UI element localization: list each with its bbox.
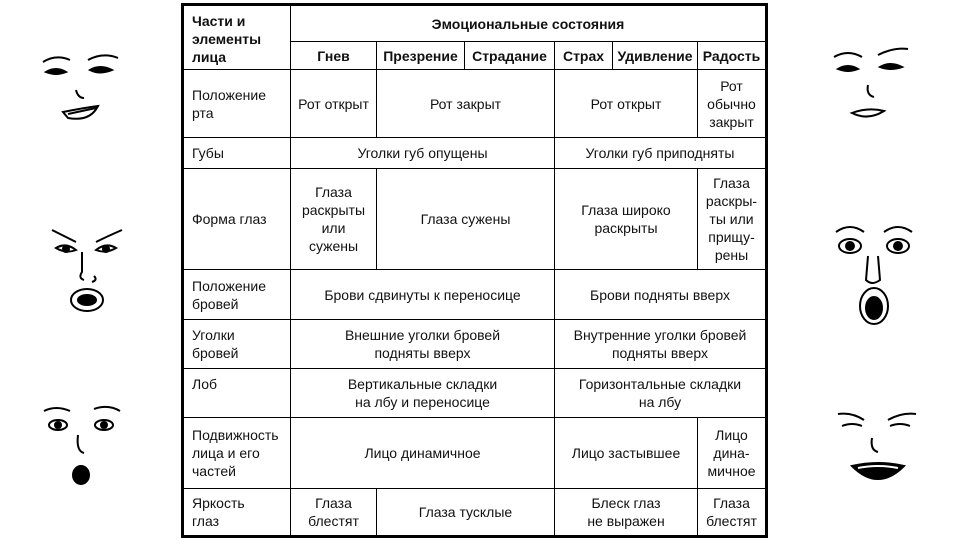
table-row — [183, 489, 767, 537]
emotion-header-contempt: Презрение — [377, 42, 465, 70]
table-cell: Рот закрыт — [377, 70, 555, 138]
table-cell: Уголки губ приподняты — [555, 138, 767, 169]
row-label: Уголки бровей — [183, 320, 291, 369]
emotions-table — [181, 3, 768, 538]
emotion-header-joy: Радость — [698, 42, 767, 70]
row-label: Положение бровей — [183, 270, 291, 320]
row-label: Положение рта — [183, 70, 291, 138]
table-row — [183, 320, 767, 369]
group-header: Эмоциональные состояния — [291, 5, 767, 42]
table-cell: Лицо застывшее — [555, 418, 698, 489]
corner-header: Части и элементы лица — [183, 5, 291, 70]
table-cell: Глаза раскры- ты или прищу- рены — [698, 169, 767, 270]
table-cell: Глаза сужены — [377, 169, 555, 270]
table-cell: Рот открыт — [291, 70, 377, 138]
table-cell: Внешние уголки бровей подняты вверх — [291, 320, 555, 369]
table-cell: Уголки губ опущены — [291, 138, 555, 169]
table-row — [183, 138, 767, 169]
table-cell: Лицо дина- мичное — [698, 418, 767, 489]
row-label: Яркость глаз — [183, 489, 291, 537]
emotion-header-surprise: Удивление — [613, 42, 698, 70]
table-cell: Внутренние уголки бровей подняты вверх — [555, 320, 767, 369]
table-cell: Глаза широко раскрыты — [555, 169, 698, 270]
table-cell: Глаза блестят — [698, 489, 767, 537]
table-cell: Брови сдвинуты к переносице — [291, 270, 555, 320]
emotion-header-suffering: Страдание — [465, 42, 555, 70]
table-cell: Рот открыт — [555, 70, 698, 138]
table-row — [183, 70, 767, 138]
table-cell: Блеск глаз не выражен — [555, 489, 698, 537]
table-cell: Рот обычно закрыт — [698, 70, 767, 138]
row-label: Губы — [183, 138, 291, 169]
emotion-header-fear: Страх — [555, 42, 613, 70]
row-label: Лоб — [183, 369, 291, 418]
contempt-face-image — [38, 50, 128, 135]
surprise-face-image — [40, 405, 130, 500]
row-label: Форма глаз — [183, 169, 291, 270]
table-cell: Глаза блестят — [291, 489, 377, 537]
table-cell: Вертикальные складки на лбу и переносице — [291, 369, 555, 418]
table-cell: Глаза раскрыты или сужены — [291, 169, 377, 270]
anger-face-image — [42, 222, 132, 322]
table-row — [183, 169, 767, 270]
sly-face-image — [828, 45, 918, 130]
emotion-header-anger: Гнев — [291, 42, 377, 70]
table-row — [183, 418, 767, 489]
table-cell: Глаза тусклые — [377, 489, 555, 537]
joy-face-image — [832, 410, 927, 500]
fear-face-image — [828, 222, 923, 332]
table-cell: Брови подняты вверх — [555, 270, 767, 320]
table-row — [183, 369, 767, 418]
table-row — [183, 270, 767, 320]
table-cell: Горизонтальные складки на лбу — [555, 369, 767, 418]
row-label: Подвижность лица и его частей — [183, 418, 291, 489]
table-cell: Лицо динамичное — [291, 418, 555, 489]
